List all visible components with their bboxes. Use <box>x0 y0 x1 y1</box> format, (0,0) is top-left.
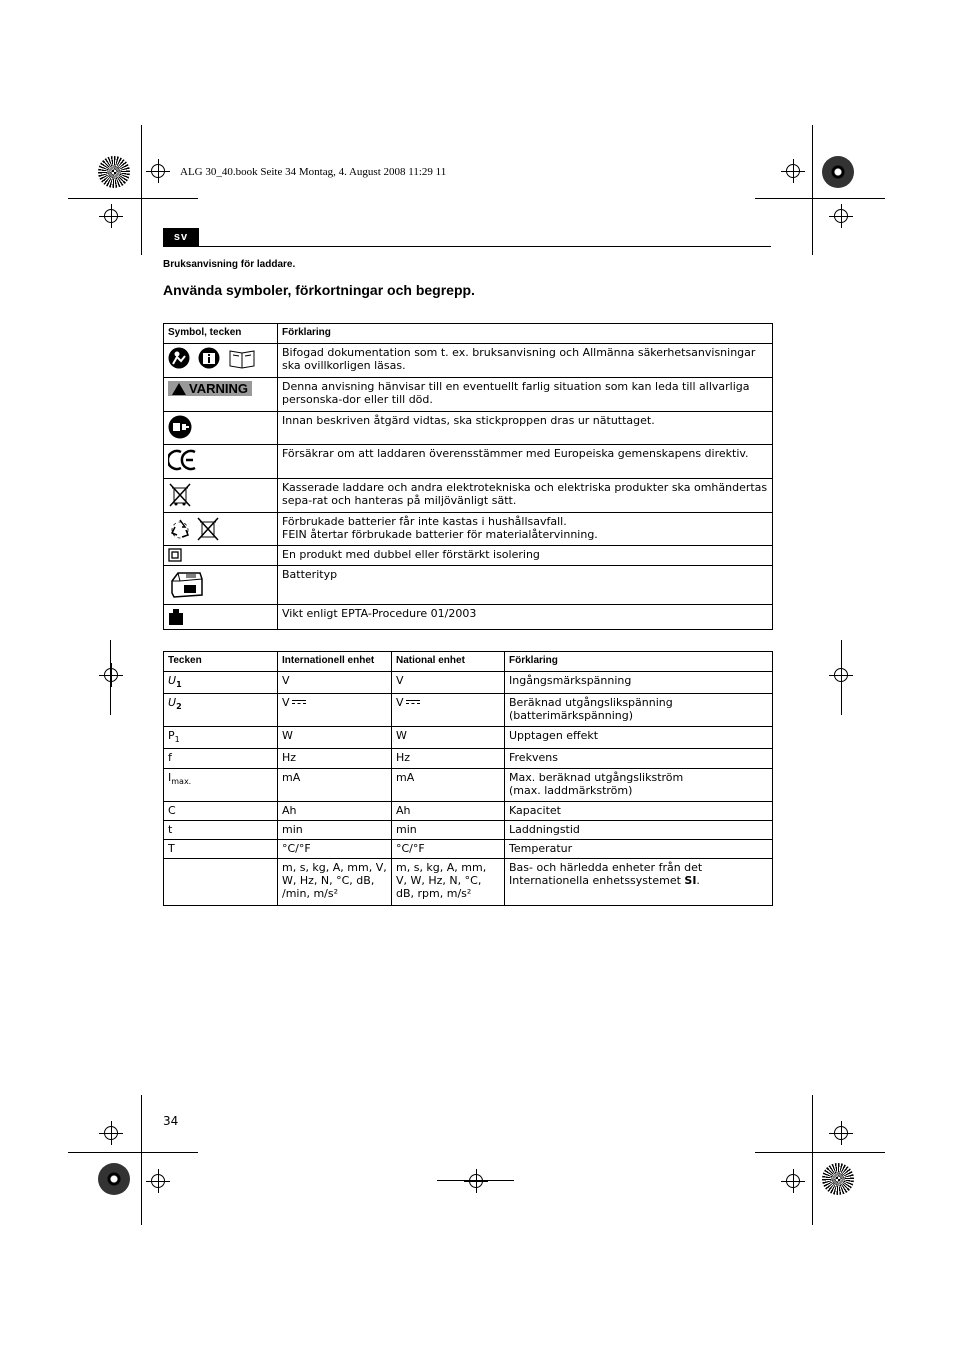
intl-unit-cell: mA <box>278 769 392 802</box>
sign-cell: $I_{max.}$ <box>164 769 278 802</box>
symbols-table <box>163 323 773 630</box>
table-row <box>164 513 773 546</box>
explanation-cell: Försäkrar om att laddaren överensstämmer med Europeiska gemenskapens direktiv. <box>278 445 773 479</box>
registration-mark-icon <box>834 209 848 223</box>
column-header: Förklaring <box>505 652 773 672</box>
info-book-icon <box>198 347 220 369</box>
symbol-cell <box>164 566 278 605</box>
symbol-cell <box>164 445 278 479</box>
explanation-cell: Bas- och härledda enheter från det Internationella enhetssystemet SI. <box>505 859 773 906</box>
symbol-cell <box>164 344 278 378</box>
explanation-cell: Upptagen effekt <box>505 727 773 749</box>
registration-mark-icon <box>786 164 800 178</box>
table-row <box>164 412 773 445</box>
column-header: Internationell enhet <box>278 652 392 672</box>
intl-unit-cell: V <box>278 694 392 727</box>
column-header: National enhet <box>392 652 505 672</box>
units-table <box>163 651 773 906</box>
explanation-cell: En produkt med dubbel eller förstärkt isolering <box>278 546 773 566</box>
crop-mark <box>141 1095 142 1225</box>
natl-unit-cell: Ah <box>392 802 505 821</box>
direct-current-icon <box>292 700 306 706</box>
warning-triangle-icon <box>172 383 186 395</box>
registration-wheel-icon <box>98 1163 130 1195</box>
registration-wheel-icon <box>822 1163 854 1195</box>
intl-unit-cell: min <box>278 821 392 840</box>
weight-icon <box>168 608 184 626</box>
registration-mark-icon <box>151 1174 165 1188</box>
sign-cell: $P_1$ <box>164 727 278 749</box>
natl-unit-cell: V <box>392 672 505 694</box>
recycle-icon <box>168 517 192 541</box>
registration-mark-icon <box>104 668 118 682</box>
table-row <box>164 546 773 566</box>
crop-mark <box>812 1095 813 1225</box>
explanation-cell: Denna anvisning hänvisar till en eventuellt farlig situation som kan leda till allvarliga personska-dor eller till död. <box>278 378 773 412</box>
column-header: Förklaring <box>278 324 773 344</box>
table-row <box>164 769 773 802</box>
natl-unit-cell: min <box>392 821 505 840</box>
direct-current-icon <box>406 700 420 706</box>
table-row <box>164 605 773 630</box>
intl-unit-cell: Ah <box>278 802 392 821</box>
explanation-cell: Innan beskriven åtgärd vidtas, ska stickproppen dras ur nätuttaget. <box>278 412 773 445</box>
crop-mark <box>141 125 142 255</box>
registration-mark-icon <box>151 164 165 178</box>
registration-mark-icon <box>104 1126 118 1140</box>
intl-unit-cell: W <box>278 727 392 749</box>
intl-unit-cell: m, s, kg, A, mm, V, W, Hz, N, °C, dB, /min, m/s² <box>278 859 392 906</box>
sign-cell: f <box>164 749 278 769</box>
sign-cell: $U_2$ <box>164 694 278 727</box>
crop-mark <box>755 1152 885 1153</box>
table-row <box>164 694 773 727</box>
table-row <box>164 859 773 906</box>
explanation-cell: Kapacitet <box>505 802 773 821</box>
natl-unit-cell: V <box>392 694 505 727</box>
table-row <box>164 727 773 749</box>
warning-label: VARNING <box>168 381 252 396</box>
header-rule <box>199 246 771 247</box>
table-row <box>164 566 773 605</box>
page-number: 34 <box>163 1114 179 1128</box>
symbol-cell <box>164 513 278 546</box>
table-row <box>164 840 773 859</box>
document-subtitle: Bruksanvisning för laddare. <box>163 259 296 270</box>
explanation-cell: Kasserade laddare och andra elektrotekniska och elektriska produkter ska omhändertas sepa-rat och hanteras på miljövänligt sätt. <box>278 479 773 513</box>
registration-wheel-icon <box>822 156 854 188</box>
explanation-cell: Frekvens <box>505 749 773 769</box>
natl-unit-cell: °C/°F <box>392 840 505 859</box>
symbol-cell <box>164 412 278 445</box>
intl-unit-cell: °C/°F <box>278 840 392 859</box>
sign-cell <box>164 859 278 906</box>
double-insulation-icon <box>168 548 182 562</box>
explanation-cell: Ingångsmärkspänning <box>505 672 773 694</box>
crop-mark <box>755 198 885 199</box>
crossed-bin-icon <box>168 482 192 508</box>
table-row <box>164 445 773 479</box>
explanation-cell: Bifogad dokumentation som t. ex. bruksanvisning och Allmänna säkerhetsanvisningar ska ovillkorligen läsas. <box>278 344 773 378</box>
section-title: Använda symboler, förkortningar och begrepp. <box>163 282 475 298</box>
sign-cell: T <box>164 840 278 859</box>
natl-unit-cell: Hz <box>392 749 505 769</box>
explanation-cell: Batterityp <box>278 566 773 605</box>
crop-mark <box>68 198 198 199</box>
column-header: Symbol, tecken <box>164 324 278 344</box>
registration-mark-icon <box>786 1174 800 1188</box>
table-row <box>164 821 773 840</box>
table-row <box>164 749 773 769</box>
registration-mark-icon <box>469 1174 483 1188</box>
registration-mark-icon <box>834 1126 848 1140</box>
natl-unit-cell: mA <box>392 769 505 802</box>
natl-unit-cell: W <box>392 727 505 749</box>
table-row <box>164 802 773 821</box>
registration-mark-icon <box>834 668 848 682</box>
table-row <box>164 672 773 694</box>
explanation-cell: Beräknad utgångslikspänning (batterimärkspänning) <box>505 694 773 727</box>
crop-mark <box>812 125 813 255</box>
sign-cell: $U_1$ <box>164 672 278 694</box>
open-book-icon <box>228 347 256 369</box>
explanation-cell: Förbrukade batterier får inte kastas i hushållsavfall. FEIN återtar förbrukade batterier för materialåtervinning. <box>278 513 773 546</box>
crop-mark <box>68 1152 198 1153</box>
explanation-cell: Temperatur <box>505 840 773 859</box>
table-row <box>164 344 773 378</box>
explanation-cell: Max. beräknad utgångslikström (max. laddmärkström) <box>505 769 773 802</box>
intl-unit-cell: Hz <box>278 749 392 769</box>
sign-cell: t <box>164 821 278 840</box>
symbol-cell <box>164 605 278 630</box>
natl-unit-cell: m, s, kg, A, mm, V, W, Hz, N, °C, dB, rpm, m/s² <box>392 859 505 906</box>
crossed-bin-battery-icon <box>196 516 220 542</box>
battery-pack-icon <box>168 569 204 601</box>
unplug-icon <box>168 415 192 439</box>
table-row <box>164 479 773 513</box>
file-info-header: ALG 30_40.book Seite 34 Montag, 4. August 2008 11:29 11 <box>180 166 447 178</box>
language-badge: sv <box>163 228 199 247</box>
table-row <box>164 378 773 412</box>
table-header-row <box>164 652 773 672</box>
explanation-cell: Vikt enligt EPTA-Procedure 01/2003 <box>278 605 773 630</box>
column-header: Tecken <box>164 652 278 672</box>
table-header-row <box>164 324 773 344</box>
symbol-cell <box>164 378 278 412</box>
intl-unit-cell: V <box>278 672 392 694</box>
symbol-cell <box>164 479 278 513</box>
read-manual-icon <box>168 347 190 369</box>
explanation-cell: Laddningstid <box>505 821 773 840</box>
sign-cell: C <box>164 802 278 821</box>
registration-wheel-icon <box>98 156 130 188</box>
symbol-cell <box>164 546 278 566</box>
ce-mark-icon <box>168 448 198 472</box>
registration-mark-icon <box>104 209 118 223</box>
